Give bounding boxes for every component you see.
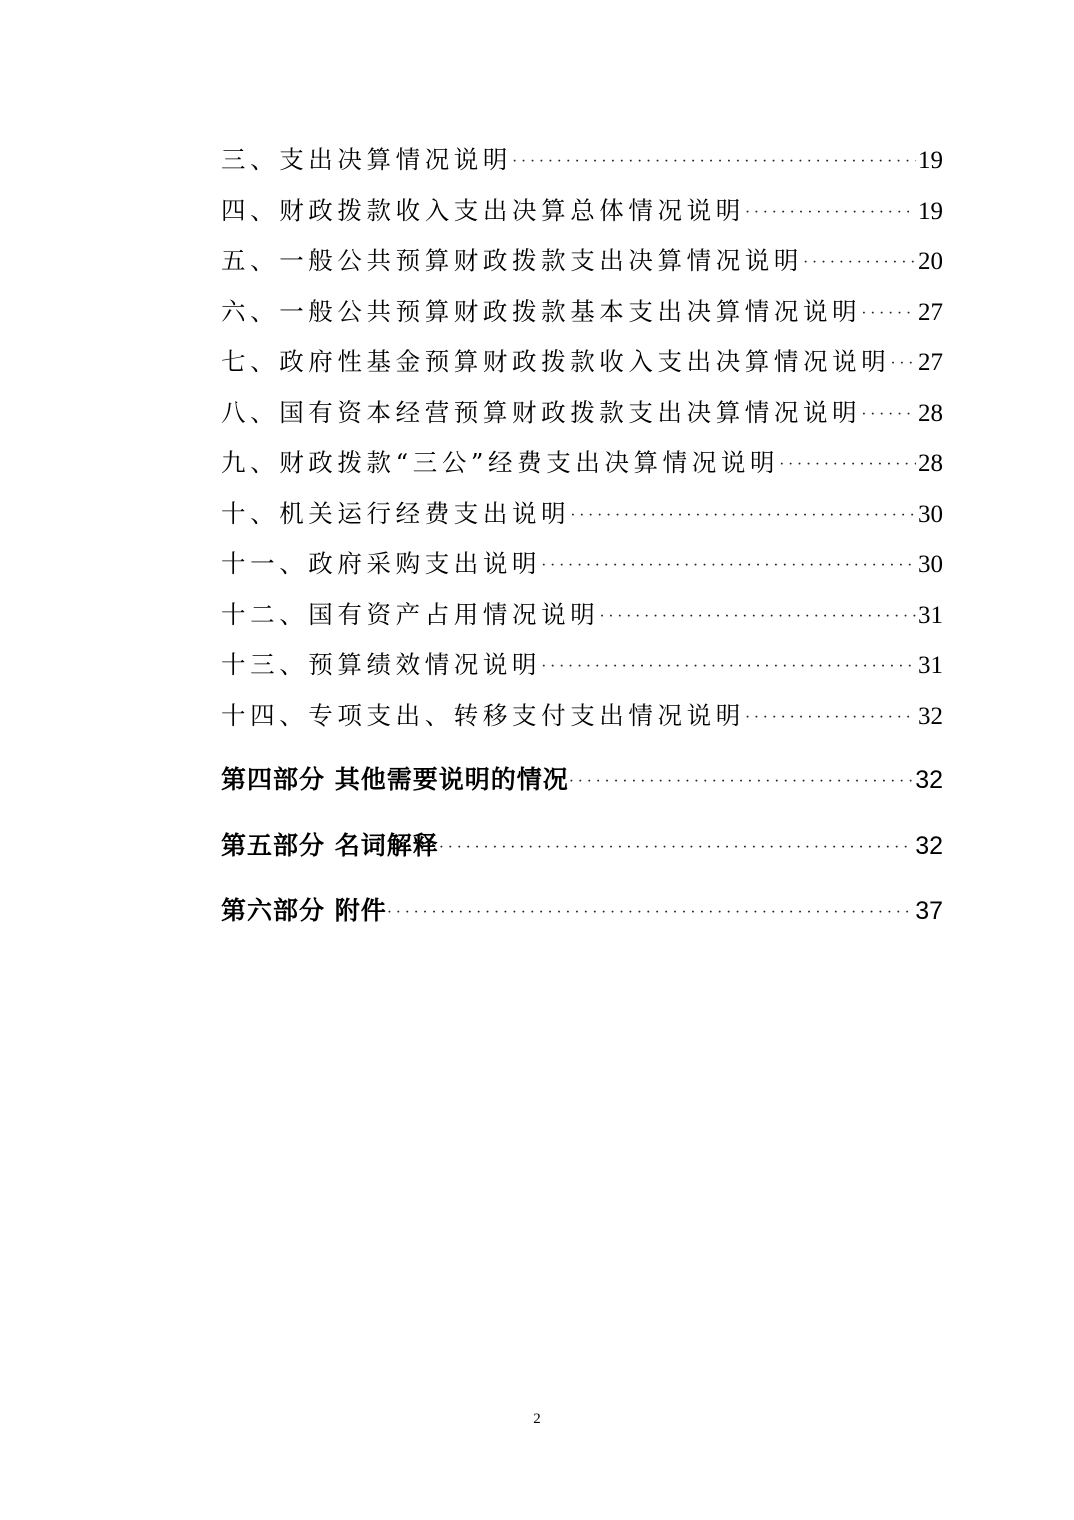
dot-leader	[890, 346, 916, 382]
dot-leader	[745, 700, 916, 736]
toc-entry[interactable]	[221, 294, 943, 330]
toc-entry-label: 六、一般公共预算财政拨款基本支出决算情况说明	[221, 297, 862, 326]
dot-leader	[439, 829, 913, 867]
toc-entry-page: 20	[918, 248, 943, 275]
toc-entry-page: 28	[918, 450, 943, 477]
dot-leader	[861, 397, 916, 433]
dot-leader	[541, 649, 916, 685]
toc-entry-label: 九、财政拨款“三公”经费支出决算情况说明	[221, 448, 780, 477]
toc-part[interactable]	[221, 892, 943, 930]
toc-entry[interactable]	[221, 445, 943, 481]
toc-entry[interactable]	[221, 395, 943, 431]
dot-leader	[745, 195, 916, 231]
toc-entry-label: 十四、专项支出、转移支付支出情况说明	[221, 701, 745, 730]
toc-entry[interactable]	[221, 698, 943, 734]
toc-entry-page: 19	[918, 147, 943, 174]
toc-entry-label: 四、财政拨款收入支出决算总体情况说明	[221, 196, 745, 225]
toc-entry-page: 28	[918, 400, 943, 427]
toc-entry-label: 十三、预算绩效情况说明	[221, 650, 542, 679]
toc-part-page: 32	[915, 766, 943, 794]
dot-leader	[541, 548, 916, 584]
toc-entry[interactable]	[221, 647, 943, 683]
toc-entry-label: 十、机关运行经费支出说明	[221, 499, 571, 528]
toc-entry-page: 30	[918, 501, 943, 528]
toc-entry[interactable]	[221, 193, 943, 229]
toc-entry[interactable]	[221, 546, 943, 582]
toc-part-page: 32	[915, 832, 943, 860]
dot-leader	[387, 894, 913, 932]
toc-entry-label: 三、支出决算情况说明	[221, 145, 512, 174]
toc-entry-page: 31	[918, 652, 943, 679]
toc-entry-page: 30	[918, 551, 943, 578]
toc-entry[interactable]	[221, 496, 943, 532]
toc-entry-page: 27	[918, 349, 943, 376]
toc-entry-label: 十二、国有资产占用情况说明	[221, 600, 600, 629]
toc-part[interactable]	[221, 827, 943, 865]
dot-leader	[569, 763, 913, 801]
toc-part-page: 37	[915, 897, 943, 925]
toc-entry-page: 19	[918, 198, 943, 225]
toc-part-label: 第四部分 其他需要说明的情况	[221, 765, 569, 794]
dot-leader	[803, 245, 916, 281]
toc-entry-page: 27	[918, 299, 943, 326]
toc-part-label: 第五部分 名词解释	[221, 831, 439, 860]
toc-part-label: 第六部分 附件	[221, 896, 387, 925]
toc-entry-label: 七、政府性基金预算财政拨款收入支出决算情况说明	[221, 347, 891, 376]
toc-entry[interactable]	[221, 344, 943, 380]
toc-entry-page: 31	[918, 602, 943, 629]
page-number: 2	[533, 1411, 541, 1427]
toc-entry-label: 十一、政府采购支出说明	[221, 549, 542, 578]
toc-entry-page: 32	[918, 703, 943, 730]
toc-entry[interactable]	[221, 243, 943, 279]
dot-leader	[570, 498, 916, 534]
toc-entry-label: 八、国有资本经营预算财政拨款支出决算情况说明	[221, 398, 862, 427]
dot-leader	[512, 144, 916, 180]
toc-entry-label: 五、一般公共预算财政拨款支出决算情况说明	[221, 246, 803, 275]
toc-entry[interactable]	[221, 142, 943, 178]
dot-leader	[779, 447, 916, 483]
dot-leader	[861, 296, 916, 332]
dot-leader	[599, 599, 916, 635]
toc-entry[interactable]	[221, 597, 943, 633]
toc-part[interactable]	[221, 761, 943, 799]
